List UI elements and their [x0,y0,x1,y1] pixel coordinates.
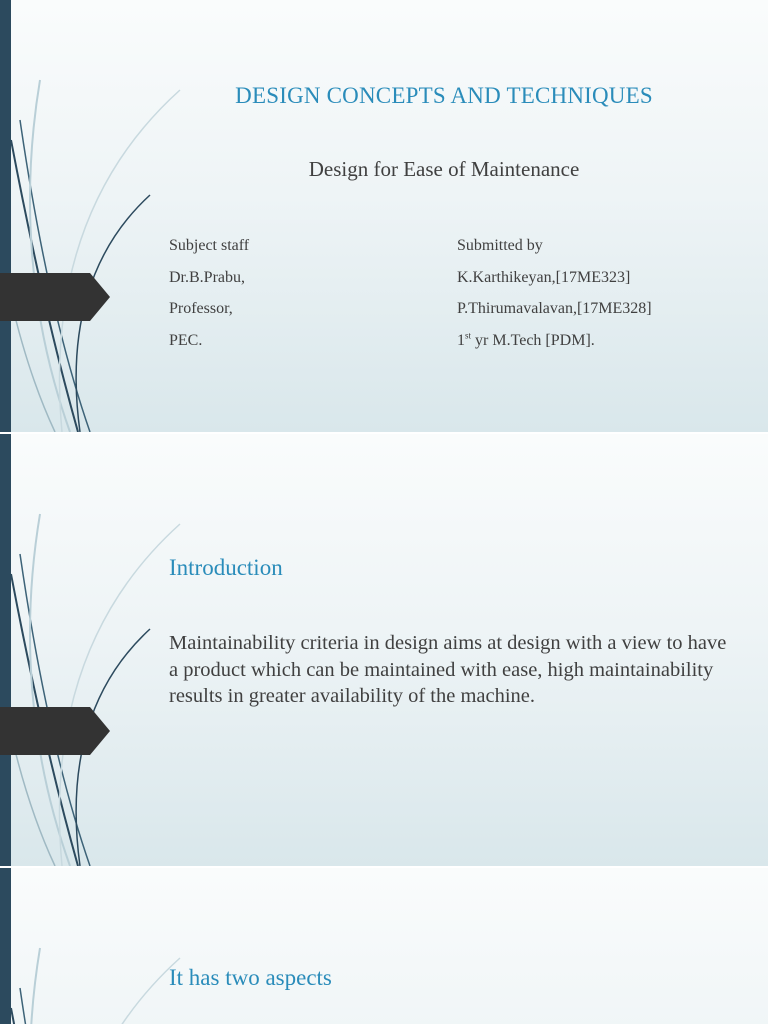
slide-tab-arrow [0,273,110,321]
section-title: It has two aspects [169,965,332,990]
slide-tab-arrow [0,707,110,755]
staff-institution: PEC. [169,331,203,349]
subject-staff-label: Subject staff [169,237,250,254]
presentation-subtitle: Design for Ease of Maintenance [308,157,580,181]
staff-designation: Professor, [169,300,233,317]
staff-name: Dr.B.Prabu, [169,268,245,286]
aspects-slide [0,868,768,1024]
presentation-title: DESIGN CONCEPTS AND TECHNIQUES [235,83,653,108]
student-1: K.Karthikeyan,[17ME323] [457,268,631,286]
submitted-by-block [457,230,652,356]
submitted-by-label: Submitted by [457,237,543,254]
student-2: P.Thirumavalavan,[17ME328] [457,300,652,317]
decorative-swoosh [0,0,200,432]
introduction-slide [0,434,768,866]
introduction-body: Maintainability criteria in design aims at design with a view to have a product which can be maintained with ease, high maintainability results in greater availability of the machine. [169,632,727,707]
title-slide [0,0,768,432]
course-line: 1st yr M.Tech [PDM]. [457,330,595,349]
subject-staff-block [169,230,249,356]
section-title: Introduction [169,555,283,580]
decorative-swoosh [0,868,200,1024]
